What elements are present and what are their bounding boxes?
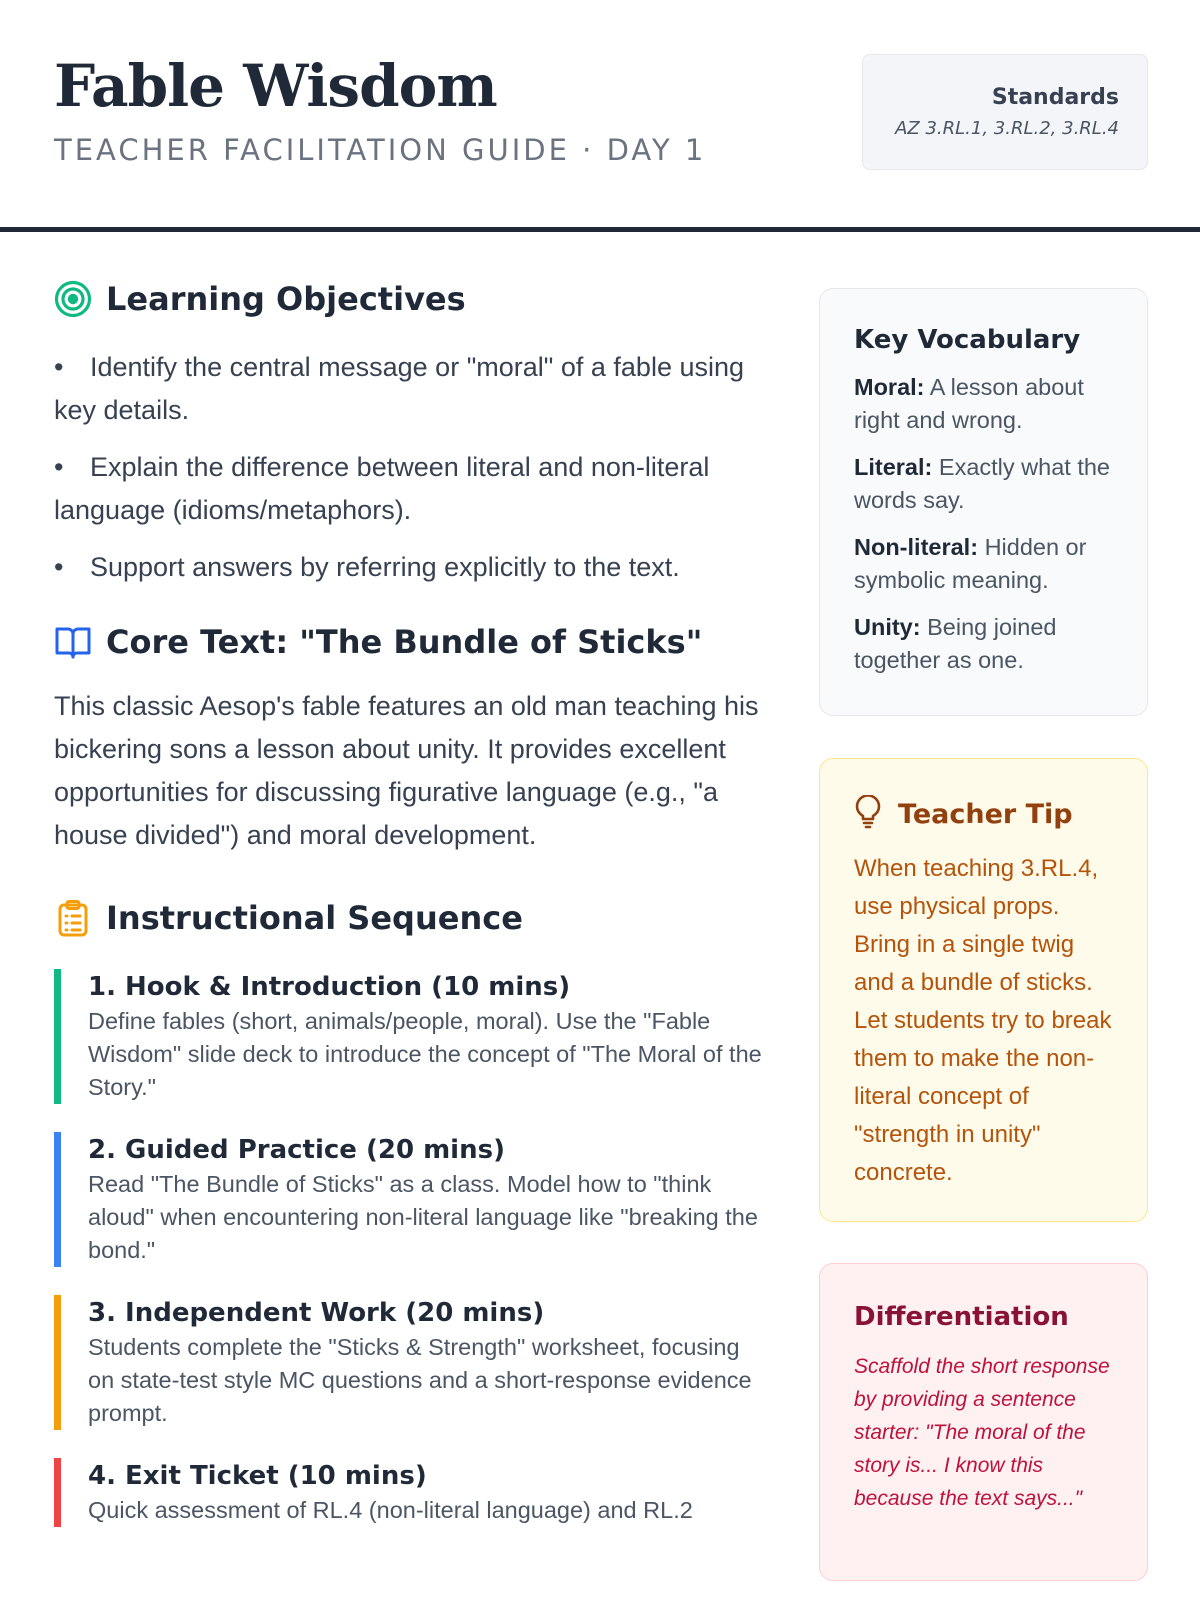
teacher-tip-card — [819, 758, 1148, 1222]
vocab-term-name: Non-literal: — [854, 534, 979, 560]
step-hook — [54, 969, 764, 1104]
differentiation-body: Scaffold the short response by providing a sentence starter: "The moral of the story is... I know this because the text says..." — [854, 1355, 1110, 1510]
objectives-section — [54, 280, 764, 589]
objectives-heading-row — [54, 280, 764, 318]
step-body: Read "The Bundle of Sticks" as a class. Model how to "think aloud" when encountering non-literal language like "breaking the bond." — [88, 1171, 758, 1263]
vocab-term-def: Hidden or symbolic meaning. — [854, 534, 1087, 593]
core-text-heading-row — [54, 623, 764, 661]
step-title: 2. Guided Practice (20 mins) — [88, 1135, 505, 1165]
vocab-term — [854, 611, 1113, 677]
step-exit-ticket — [54, 1458, 764, 1527]
page-subtitle: TEACHER FACILITATION GUIDE · DAY 1 — [54, 133, 707, 167]
differentiation-heading: Differentiation — [854, 1302, 1069, 1332]
objective-text: Support answers by referring explicitly to the text. — [90, 552, 680, 582]
objectives-heading: Learning Objectives — [106, 280, 466, 318]
step-body: Quick assessment of RL.4 (non-literal language) and RL.2 — [88, 1497, 693, 1523]
main-column — [54, 280, 764, 1555]
page-title: Fable Wisdom — [54, 52, 497, 120]
page-header — [0, 0, 1200, 232]
objective-text: Identify the central message or "moral" of a fable using key details. — [54, 352, 745, 425]
open-book-icon — [54, 623, 92, 661]
list-item: • Support answers by referring explicitly to the text. — [54, 552, 680, 582]
vocab-term — [854, 531, 1113, 597]
tip-body: When teaching 3.RL.4, use physical props. Bring in a single twig and a bundle of sticks. Let students try to break them to make the non-literal concept of "strength in unity" concrete. — [854, 855, 1112, 1186]
list-item: • Identify the central message or "moral" of a fable using key details. — [54, 352, 745, 425]
differentiation-card — [819, 1263, 1148, 1581]
vocab-term-name: Literal: — [854, 454, 933, 480]
tip-heading: Teacher Tip — [898, 799, 1073, 830]
standards-label: Standards — [991, 85, 1119, 110]
vocab-term-name: Moral: — [854, 374, 925, 400]
list-item: • Explain the difference between literal and non-literal language (idioms/metaphors). — [54, 452, 710, 525]
vocabulary-heading: Key Vocabulary — [854, 325, 1081, 355]
clipboard-list-icon — [54, 899, 92, 937]
objectives-list — [54, 346, 764, 589]
sequence-section — [54, 899, 764, 1527]
tip-heading-row — [854, 795, 1113, 834]
step-title: 4. Exit Ticket (10 mins) — [88, 1461, 427, 1491]
core-text-heading: Core Text: "The Bundle of Sticks" — [106, 623, 703, 661]
standards-codes: AZ 3.RL.1, 3.RL.2, 3.RL.4 — [895, 118, 1119, 139]
vocab-term-def: A lesson about right and wrong. — [854, 374, 1084, 433]
core-text-section — [54, 623, 764, 857]
step-guided-practice — [54, 1132, 764, 1267]
sequence-heading-row — [54, 899, 764, 937]
vocab-term — [854, 371, 1113, 437]
sequence-heading: Instructional Sequence — [106, 899, 523, 937]
target-icon — [54, 280, 92, 318]
vocab-term — [854, 451, 1113, 517]
step-body: Define fables (short, animals/people, moral). Use the "Fable Wisdom" slide deck to introduce the concept of "The Moral of the Story." — [88, 1008, 762, 1100]
vocab-term-name: Unity: — [854, 614, 921, 640]
objective-text: Explain the difference between literal and non-literal language (idioms/metaphors). — [54, 452, 710, 525]
vocab-term-def: Being joined together as one. — [854, 614, 1057, 673]
lightbulb-icon — [854, 795, 882, 834]
steps-list — [54, 969, 764, 1527]
vocabulary-card — [819, 288, 1148, 716]
core-text-body: This classic Aesop's fable features an old man teaching his bickering sons a lesson about unity. It provides excellent opportunities for discussing figurative language (e.g., "a house divided") and moral development. — [54, 691, 759, 850]
vocab-term-def: Exactly what the words say. — [854, 454, 1110, 513]
step-body: Students complete the "Sticks & Strength" worksheet, focusing on state-test style MC questions and a short-response evidence prompt. — [88, 1334, 752, 1426]
step-title: 3. Independent Work (20 mins) — [88, 1298, 545, 1328]
step-title: 1. Hook & Introduction (10 mins) — [88, 972, 571, 1002]
standards-box — [862, 54, 1148, 170]
step-independent-work — [54, 1295, 764, 1430]
